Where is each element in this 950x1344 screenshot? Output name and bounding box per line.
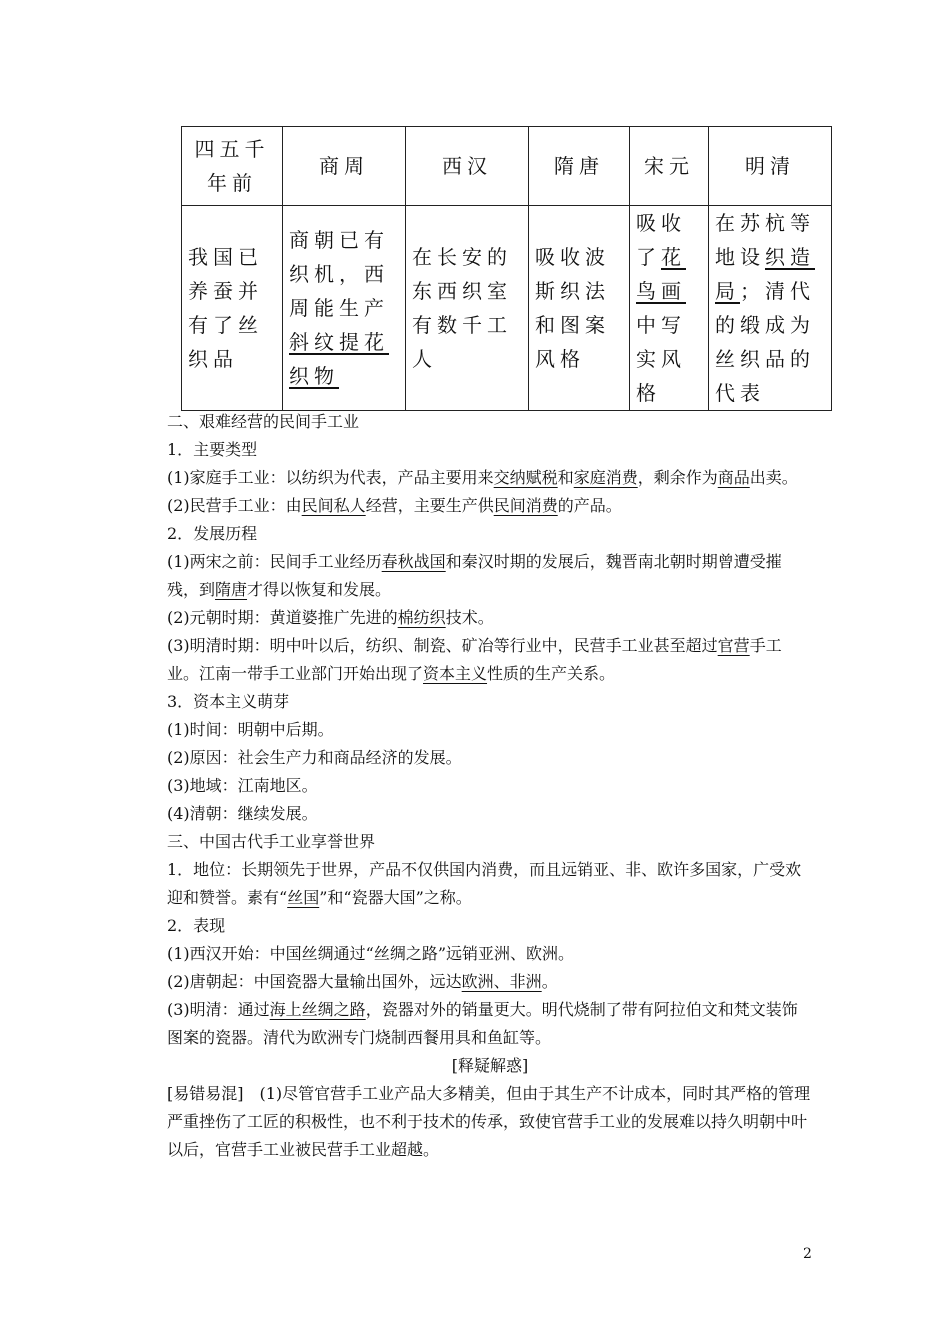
table-cell: 在长安的东西织室有数千工人 (406, 206, 529, 411)
paragraph: (1)家庭手工业：以纺织为代表，产品主要用来交纳赋税和家庭消费，剩余作为商品出卖。 (167, 468, 798, 487)
underlined-answer: 棉纺织 (397, 608, 446, 627)
silk-history-table (181, 126, 832, 411)
header-cell: 四五千年前 (182, 127, 283, 206)
paragraph: (3)地域：江南地区。 (167, 776, 318, 795)
paragraph: 1．地位：长期领先于世界，产品不仅供国内消费，而且远销亚、非、欧许多国家，广受欢迎和赞誉。素有“丝国”和“瓷器大国”之称。 (167, 860, 802, 907)
underlined-answer: 民间消费 (493, 496, 558, 515)
underlined-answer: 海上丝绸之路 (269, 1000, 366, 1019)
header-cell: 宋元 (630, 127, 709, 206)
table-cell: 我国已养蚕并有了丝织品 (182, 206, 283, 411)
table-cell (709, 206, 832, 411)
doubt-tag: [易错易混] (167, 1084, 244, 1103)
cell-text: 吸收了 (636, 211, 686, 269)
cell-text: 中写实风格 (636, 313, 686, 405)
underlined-answer: 花鸟画 (636, 245, 686, 303)
table-cell (630, 206, 709, 411)
section-title: 二、艰难经营的民间手工业 (167, 412, 360, 431)
paragraph: (2)唐朝起：中国瓷器大量输出国外，远达欧洲、非洲。 (167, 972, 558, 991)
subheading: 2．表现 (167, 916, 226, 935)
underlined-answer: 民间私人 (301, 496, 366, 515)
paragraph: (1)时间：明朝中后期。 (167, 720, 334, 739)
underlined-answer: 家庭消费 (573, 468, 638, 487)
paragraph: (1)两宋之前：民间手工业经历春秋战国和秦汉时期的发展后，魏晋南北朝时期曾遭受摧残，到隋唐才得以恢复和发展。 (167, 552, 782, 599)
underlined-answer: 春秋战国 (381, 552, 446, 571)
paragraph: (1)西汉开始：中国丝绸通过“丝绸之路”远销亚洲、欧洲。 (167, 944, 575, 963)
header-cell: 西汉 (406, 127, 529, 206)
underlined-answer: 交纳赋税 (493, 468, 558, 487)
underlined-answer: 资本主义 (423, 664, 488, 683)
cell-text: ；清代的缎成为丝织品的代表 (715, 279, 815, 405)
header-cell: 商周 (283, 127, 406, 206)
cell-text: 商朝已有织机，西周能生产 (289, 228, 389, 320)
underlined-answer: 丝国 (287, 888, 320, 907)
paragraph: (3)明清：通过海上丝绸之路，瓷器对外的销量更大。明代烧制了带有阿拉伯文和梵文装饰图案的瓷器。清代为欧洲专门烧制西餐用具和鱼缸等。 (167, 1000, 798, 1047)
underlined-answer: 隋唐 (215, 580, 248, 599)
page-number: 2 (803, 1246, 812, 1262)
header-cell: 明清 (709, 127, 832, 206)
subheading: 3．资本主义萌芽 (167, 692, 290, 711)
underlined-answer: 官营 (717, 636, 750, 655)
body-text (167, 408, 813, 1164)
underlined-answer: 斜纹提花织物 (289, 330, 389, 388)
header-cell: 隋唐 (529, 127, 630, 206)
doubt-section-title: [释疑解惑] (451, 1056, 529, 1075)
paragraph (167, 1080, 813, 1164)
underlined-answer: 商品 (717, 468, 750, 487)
paragraph: (2)民营手工业：由民间私人经营，主要生产供民间消费的产品。 (167, 496, 622, 515)
subheading: 2．发展历程 (167, 524, 258, 543)
underlined-answer: 织造局 (715, 245, 815, 303)
paragraph: (4)清朝：继续发展。 (167, 804, 318, 823)
underlined-answer: 欧洲、非洲 (461, 972, 542, 991)
table-row (182, 206, 832, 411)
paragraph: (3)明清时期：明中叶以后，纺织、制瓷、矿冶等行业中，民营手工业甚至超过官营手工业。江南一带手工业部门开始出现了资本主义性质的生产关系。 (167, 636, 782, 683)
table-cell (283, 206, 406, 411)
paragraph: (2)元朝时期：黄道婆推广先进的棉纺织技术。 (167, 608, 494, 627)
cell-text: 在苏杭等地设 (715, 211, 815, 269)
table-header-row (182, 127, 832, 206)
doubt-body: (1)尽管官营手工业产品大多精美，但由于其生产不计成本，同时其严格的管理严重挫伤了工匠的积极性，也不利于技术的传承，致使官营手工业的发展难以持久明朝中叶以后，官营手工业被民营手工业超越。 (167, 1084, 811, 1159)
table-cell: 吸收波斯织法和图案风格 (529, 206, 630, 411)
section-title: 三、中国古代手工业享誉世界 (167, 832, 376, 851)
subheading: 1．主要类型 (167, 440, 258, 459)
paragraph: (2)原因：社会生产力和商品经济的发展。 (167, 748, 462, 767)
